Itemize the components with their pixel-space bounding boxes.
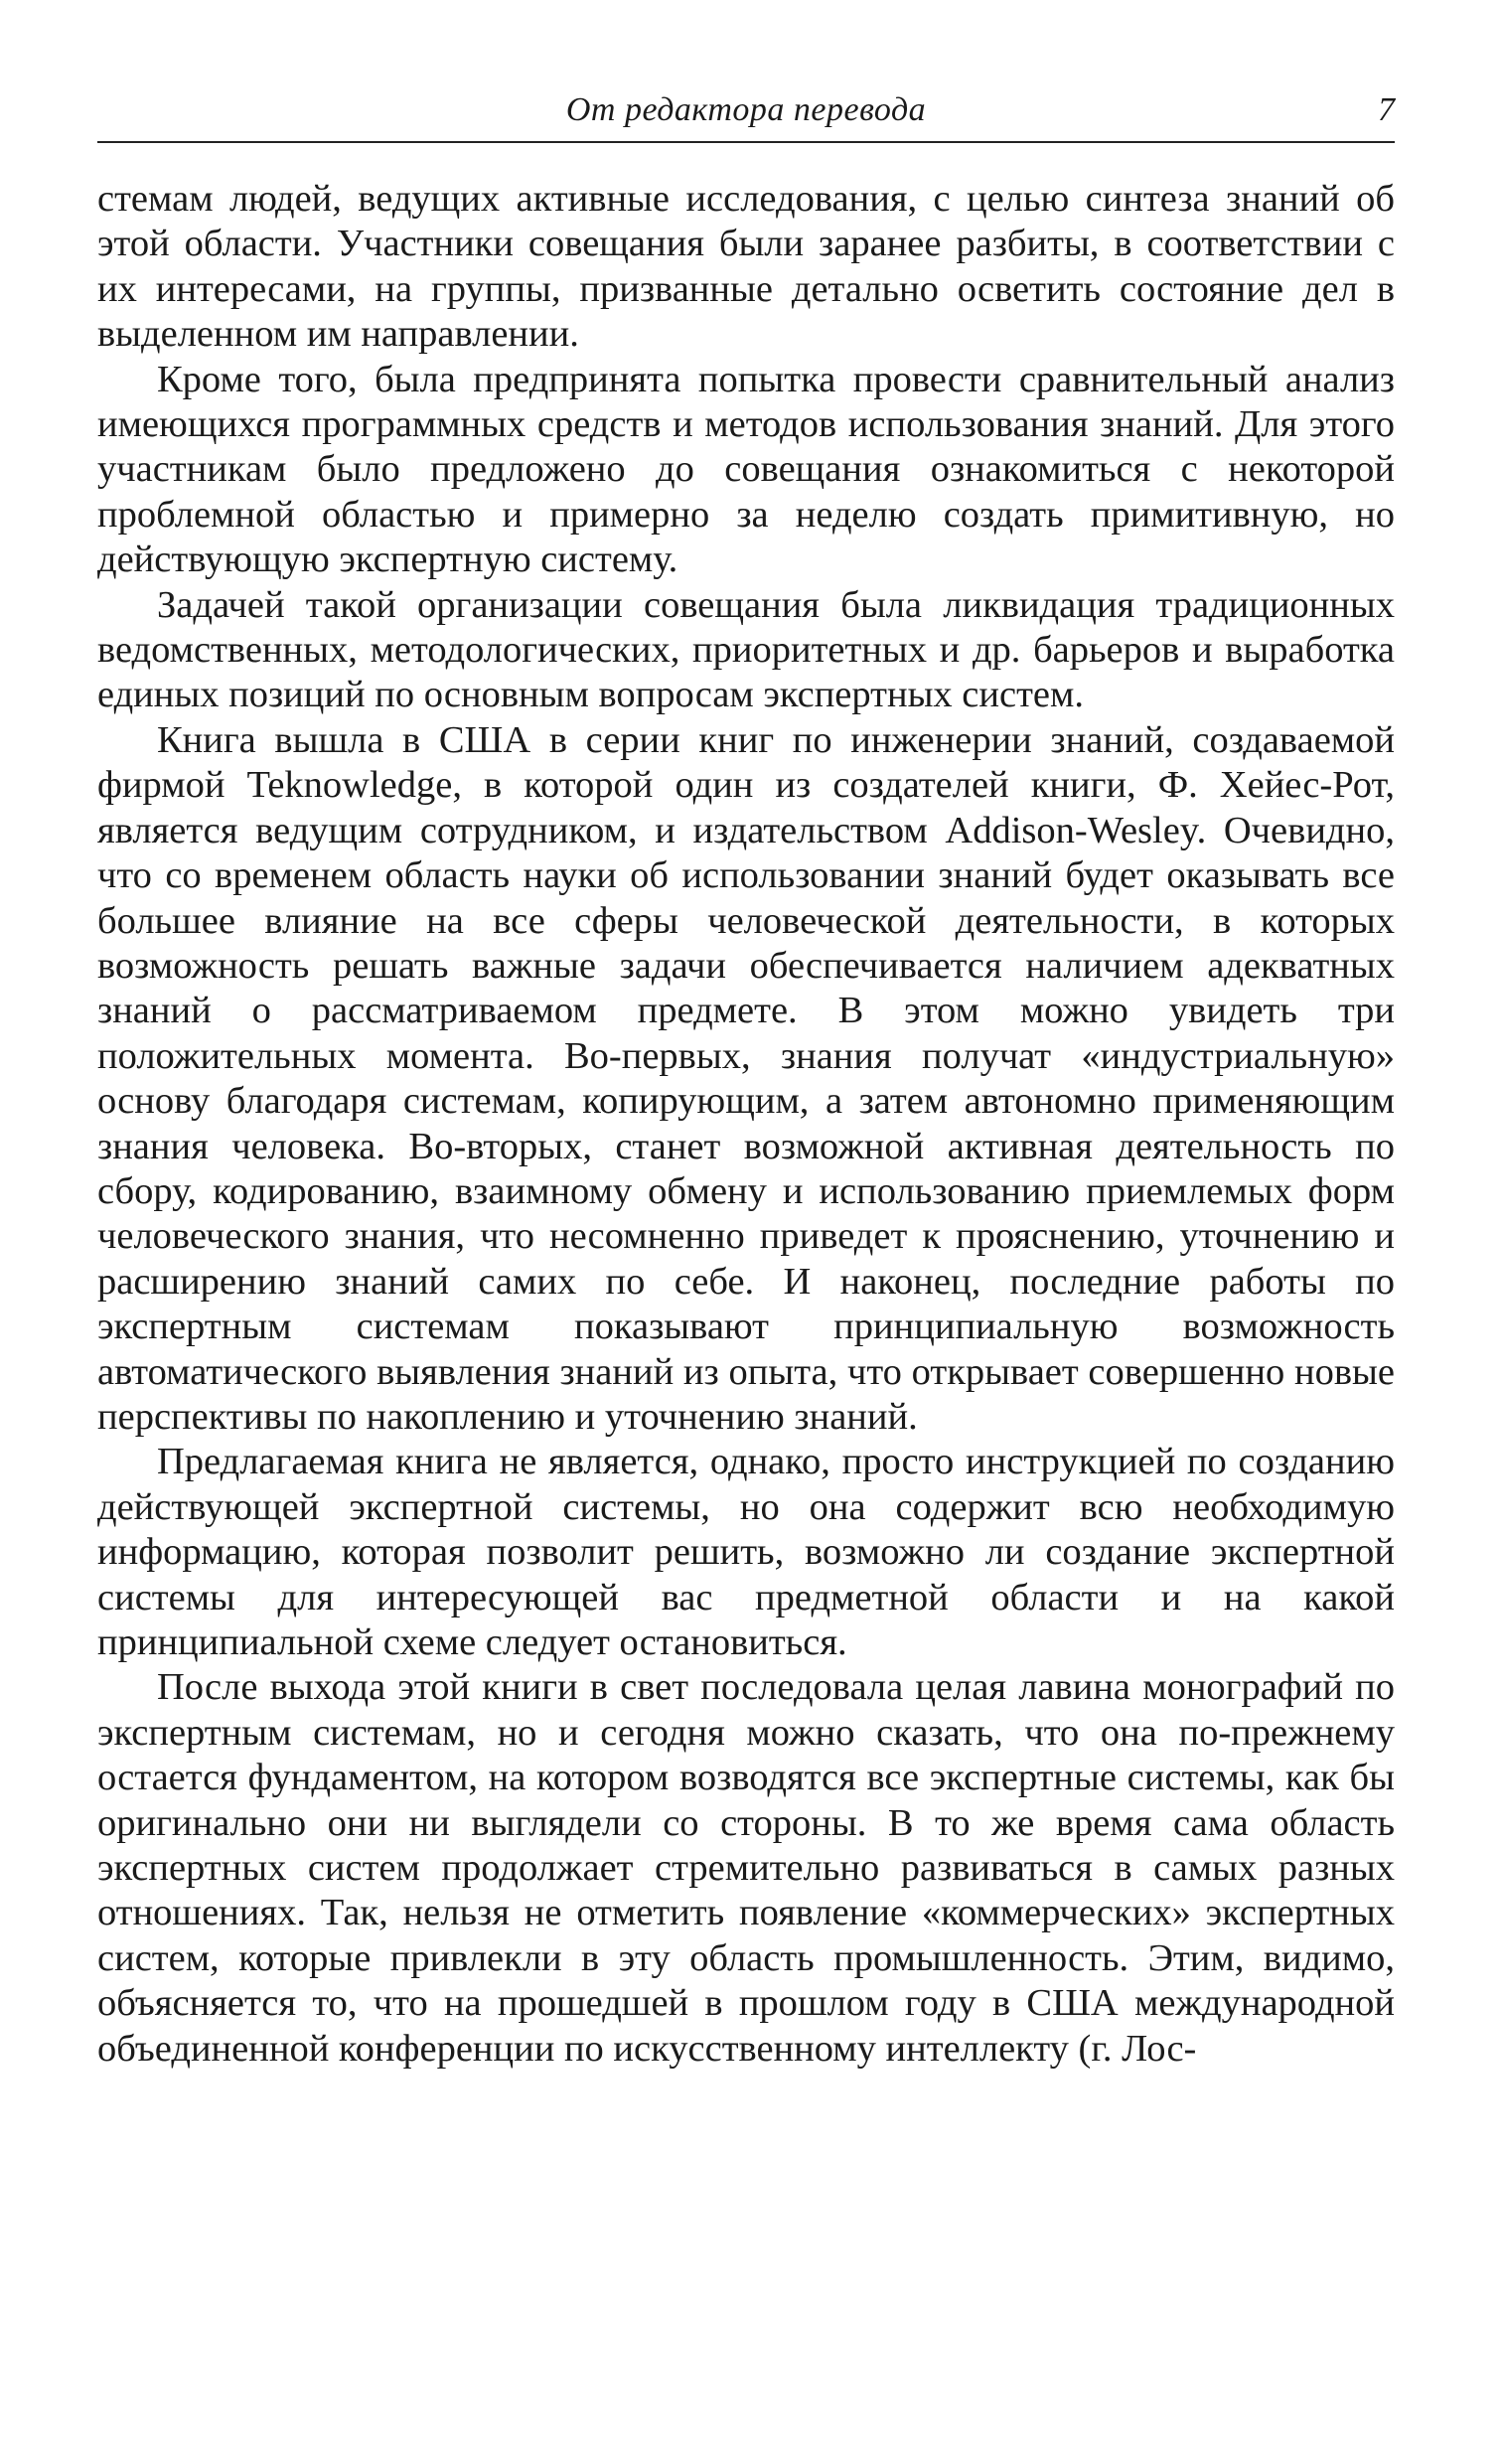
paragraph: После выхода этой книги в свет последовала целая лавина монографий по экспертным системам, но и сегодня можно сказать, что она по-прежнему остается фундаментом, на котором возводятся все экспертные системы, как бы оригинально они ни выглядели со стороны. В то же время сама область экспертных систем продолжает стремительно развиваться в самых разных отношениях. Так, нельзя не отметить появление «коммерческих» экспертных систем, которые привлекли в эту область промышленность. Этим, видимо, объясняется то, что на прошедшей в прошлом году в США международной объединенной конференции по искусственному интеллекту (г. Лос- xyxy=(97,1666,1395,2070)
paragraph: Книга вышла в США в серии книг по инженерии знаний, создаваемой фирмой Teknowledge, в которой один из создателей книги, Ф. Хейес-Рот, является ведущим сотрудником, и издательством Addison-Wesley. Очевидно, что со временем область науки об использовании знаний будет оказывать все большее влияние на все сферы человеческой деятельности, в которых возможность решать важные задачи обеспечивается наличием адекватных знаний о рассматриваемом предмете. В этом можно увидеть три положительных момента. Во-первых, знания получат «индустриальную» основу благодаря системам, копирующим, а затем автономно применяющим знания человека. Во-вторых, станет возможной активная деятельность по сбору, кодированию, взаимному обмену и использованию приемлемых форм человеческого знания, что несомненно приведет к прояснению, уточнению и расширению знаний самих по себе. И наконец, последние работы по экспертным системам показывают принципиальную возможность автоматического выявления знаний из опыта, что открывает совершенно новые перспективы по накоплению и уточнению знаний. xyxy=(97,718,1395,1438)
body-text xyxy=(97,177,1395,2072)
paragraph: Кроме того, была предпринята попытка провести сравнительный анализ имеющихся программных средств и методов использования знаний. Для этого участникам было предложено до совещания ознакомиться с некоторой проблемной областью и примерно за неделю создать примитивную, но действующую экспертную систему. xyxy=(97,358,1395,581)
running-title: От редактора перевода xyxy=(565,91,927,128)
paragraph: Задачей такой организации совещания была ликвидация традиционных ведомственных, методологических, приоритетных и др. барьеров и выработка единых позиций по основным вопросам экспертных систем. xyxy=(97,583,1395,716)
book-page xyxy=(97,85,1395,2072)
paragraph: Предлагаемая книга не является, однако, просто инструкцией по созданию действующей экспертной системы, но она содержит всю необходимую информацию, которая позволит решить, возможно ли создание экспертной системы для интересующей вас предметной области и на какой принципиальной схеме следует остановиться. xyxy=(97,1441,1395,1663)
running-header xyxy=(97,85,1395,143)
paragraph-continued: стемам людей, ведущих активные исследования, с целью синтеза знаний об этой области. Участники совещания были заранее разбиты, в соответствии с их интересами, на группы, призванные детально осветить состояние дел в выделенном им направлении. xyxy=(97,178,1395,356)
page-number: 7 xyxy=(1378,91,1395,128)
